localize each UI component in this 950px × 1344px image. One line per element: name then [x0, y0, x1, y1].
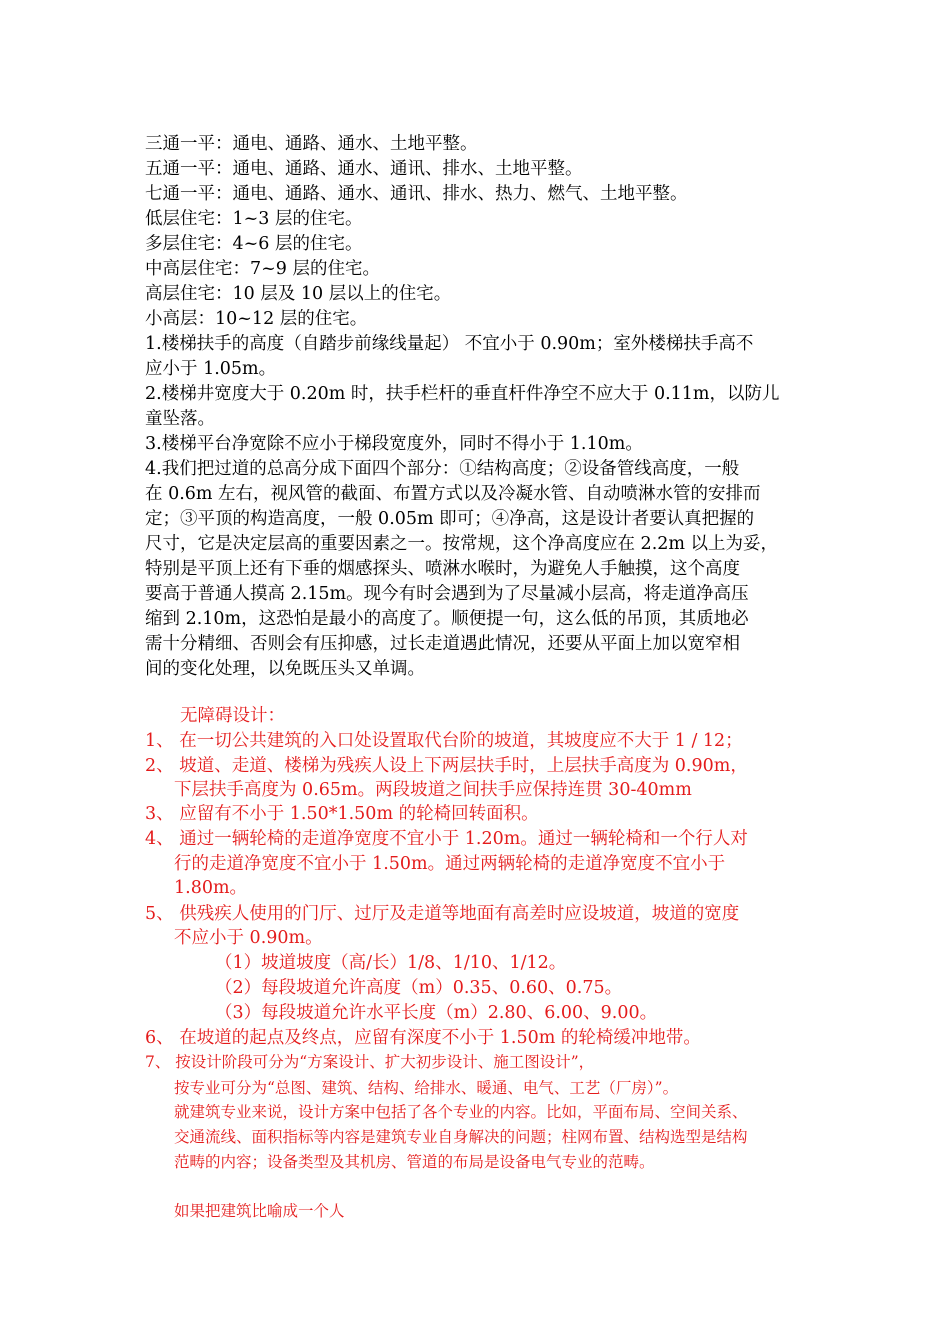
red-text-line: 1、 在一切公共建筑的入口处设置取代台阶的坡道，其坡度应不大于 1 / 12； [145, 731, 743, 751]
red-text-line: 3、 应留有不小于 1.50*1.50m 的轮椅回转面积。 [145, 804, 539, 824]
text-line: 在 0.6m 左右，视风管的截面、布置方式以及冷凝水管、自动喷淋水管的安排而 [145, 484, 761, 504]
text-line: 童坠落。 [145, 409, 215, 429]
red-text-line: （2）每段坡道允许高度（m）0.35、0.60、0.75。 [215, 978, 623, 998]
text-line: 缩到 2.10m，这恐怕是最小的高度了。顺便提一句，这么低的吊顶，其质地必 [145, 609, 749, 629]
text-line: 高层住宅：10 层及 10 层以上的住宅。 [145, 284, 452, 304]
red-small-line: 就建筑专业来说，设计方案中包括了各个专业的内容。比如，平面布局、空间关系、 [174, 1103, 748, 1121]
text-line: 五通一平：通电、通路、通水、通讯、排水、土地平整。 [145, 159, 583, 179]
red-text-line: （3）每段坡道允许水平长度（m）2.80、6.00、9.00。 [215, 1003, 658, 1023]
section-heading: 无障碍设计： [180, 706, 285, 726]
text-line: 小高层：10~12 层的住宅。 [145, 309, 368, 329]
closing-line: 如果把建筑比喻成一个人 [174, 1202, 345, 1220]
text-line: 中高层住宅：7~9 层的住宅。 [145, 259, 380, 279]
text-line: 定；③平顶的构造高度，一般 0.05m 即可；④净高，这是设计者要认真把握的 [145, 509, 755, 529]
text-line: 1.楼梯扶手的高度（自踏步前缘线量起） 不宜小于 0.90m；室外楼梯扶手高不 [145, 334, 754, 354]
text-line: 需十分精细、否则会有压抑感，过长走道遇此情况，还要从平面上加以宽窄相 [145, 634, 740, 654]
text-line: 低层住宅：1~3 层的住宅。 [145, 209, 363, 229]
red-text-line: 1.80m。 [174, 878, 248, 898]
red-small-line: 7、 按设计阶段可分为“方案设计、扩大初步设计、施工图设计”， [145, 1053, 595, 1071]
red-text-line: 4、 通过一辆轮椅的走道净宽度不宜小于 1.20m。通过一辆轮椅和一个行人对 [145, 829, 748, 849]
text-line: 4.我们把过道的总高分成下面四个部分：①结构高度；②设备管线高度，一般 [145, 459, 740, 479]
text-line: 特别是平顶上还有下垂的烟感探头、喷淋水喉时，为避免人手触摸，这个高度 [145, 559, 740, 579]
text-line: 应小于 1.05m。 [145, 359, 277, 379]
red-text-line: 5、 供残疾人使用的门厅、过厅及走道等地面有高差时应设坡道，坡道的宽度 [145, 904, 740, 924]
red-small-line: 范畴的内容；设备类型及其机房、管道的布局是设备电气专业的范畴。 [174, 1153, 655, 1171]
text-line: 3.楼梯平台净宽除不应小于梯段宽度外，同时不得小于 1.10m。 [145, 434, 643, 454]
red-small-line: 交通流线、面积指标等内容是建筑专业自身解决的问题；柱网布置、结构选型是结构 [174, 1128, 748, 1146]
text-line: 要高于普通人摸高 2.15m。现今有时会遇到为了尽量减小层高，将走道净高压 [145, 584, 749, 604]
red-text-line: 行的走道净宽度不宜小于 1.50m。通过两辆轮椅的走道净宽度不宜小于 [174, 854, 726, 874]
text-line: 多层住宅：4~6 层的住宅。 [145, 234, 363, 254]
red-text-line: 6、 在坡道的起点及终点，应留有深度不小于 1.50m 的轮椅缓冲地带。 [145, 1028, 701, 1048]
red-small-line: 按专业可分为“总图、建筑、结构、给排水、暖通、电气、工艺（厂房）”。 [174, 1079, 679, 1097]
text-line: 尺寸，它是决定层高的重要因素之一。按常规，这个净高度应在 2.2m 以上为妥， [145, 534, 779, 554]
text-line: 间的变化处理，以免既压头又单调。 [145, 659, 425, 679]
text-line: 七通一平：通电、通路、通水、通讯、排水、热力、燃气、土地平整。 [145, 184, 688, 204]
red-text-line: 下层扶手高度为 0.65m。两段坡道之间扶手应保持连贯 30-40mm [174, 780, 692, 800]
red-text-line: （1）坡道坡度（高/长）1/8、1/10、1/12。 [215, 953, 567, 973]
red-text-line: 2、 坡道、走道、楼梯为残疾人设上下两层扶手时，上层扶手高度为 0.90m， [145, 756, 748, 776]
red-text-line: 不应小于 0.90m。 [174, 928, 323, 948]
text-line: 三通一平：通电、通路、通水、土地平整。 [145, 134, 478, 154]
text-line: 2.楼梯井宽度大于 0.20m 时，扶手栏杆的垂直杆件净空不应大于 0.11m，以防儿 [145, 384, 780, 404]
